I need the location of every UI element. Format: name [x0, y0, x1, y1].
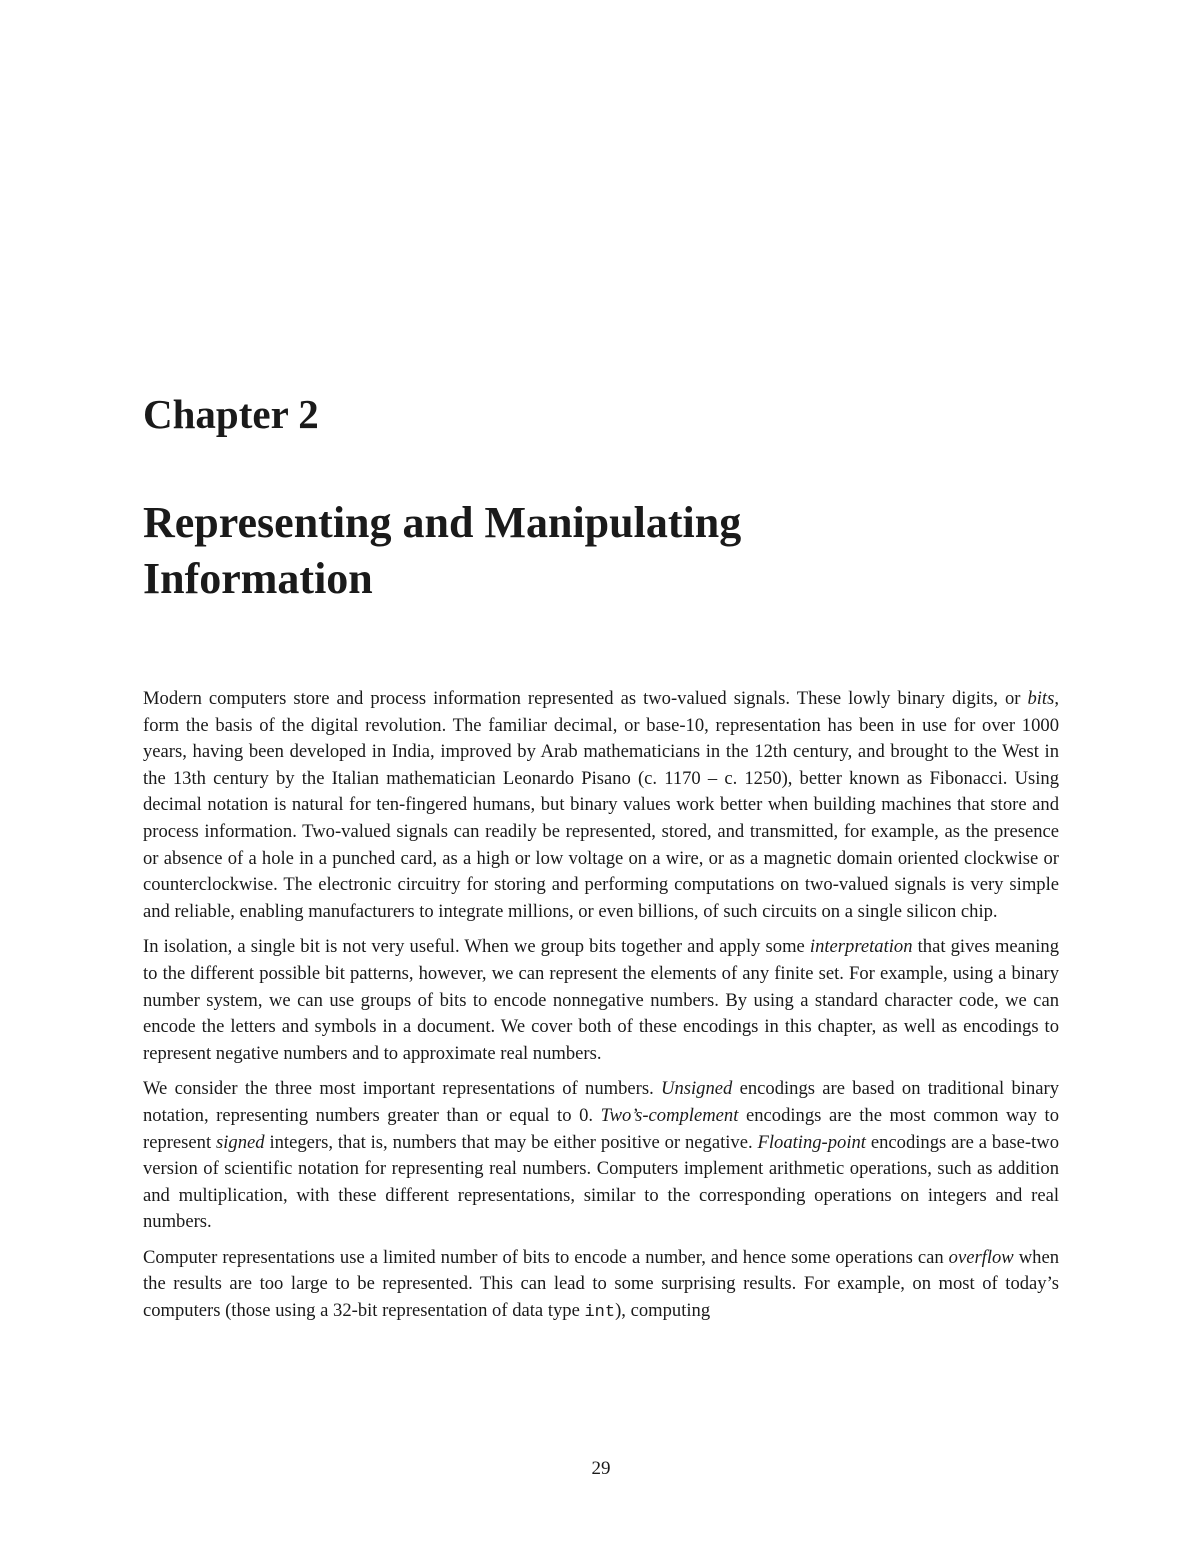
document-page [143, 0, 1059, 1553]
term-interpretation: interpretation [809, 936, 913, 958]
chapter-title-line-1: Representing and Manipulating [143, 498, 742, 547]
term-signed: signed [216, 1131, 265, 1153]
paragraph-2-text-a: In isolation, a single bit is not very useful. When we group bits together and apply some [143, 936, 810, 958]
paragraph-1-text-a: Modern computers store and process information represented as two-valued signals. These lowly binary digits, or [143, 688, 1028, 709]
paragraph-2 [143, 934, 1059, 1067]
paragraph-4-text-a: Computer representations use a limited number of bits to encode a number, and hence some operations can [143, 1246, 949, 1268]
paragraph-2-text-b: that gives meaning to the different possible bit patterns, however, we can represent the elements of any finite set. For example, using a binary number system, we can use groups of bits to encode nonnegative numbers. By using a standard character code, we can encode the letters and symbols in a document. We cover both of these encodings in this chapter, as well as encodings to represent negative numbers and to approximate real numbers. [143, 936, 1059, 1064]
paragraph-4 [143, 1245, 1059, 1327]
paragraph-3 [143, 1076, 1059, 1236]
paragraph-4-text-c: ), computing [615, 1300, 711, 1322]
chapter-title [143, 495, 903, 607]
paragraph-4-text-b: when the results are too large to be represented. This can lead to some surprising results. For example, on most of today’s computers (those using a 32-bit representation of data type [143, 1246, 1059, 1322]
paragraph-1-text-b: , form the basis of the digital revolution. The familiar decimal, or base-10, representation has been in use for over 1000 years, having been developed in India, improved by Arab mathematicians in the 12th century, and brought to the West in the 13th century by the Italian mathematician Leonardo Pisano (c. 1170 – c. 1250), better known as Fibonacci. Using decimal notation is natural for ten-fingered humans, but binary values work better when building machines that store and process information. Two-valued signals can readily be represented, stored, and transmitted, for example, as the presence or absence of a hole in a punched card, as a high or low voltage on a wire, or as a magnetic domain oriented clockwise or counterclockwise. The electronic circuitry for storing and performing computations on two-valued signals is very simple and reliable, enabling manufacturers to integrate millions, or even billions, of such circuits on a single silicon chip. [143, 688, 1059, 922]
paragraph-3-text-d: integers, that is, numbers that may be either positive or negative. [264, 1131, 758, 1153]
paragraph-1 [143, 686, 1059, 925]
code-int: int [584, 1303, 616, 1323]
term-unsigned: Unsigned [661, 1078, 733, 1100]
term-bits: bits [1027, 688, 1055, 709]
term-twos-complement: Two’s-complement [600, 1104, 739, 1126]
paragraph-3-text-b: encodings are based on traditional binary notation, representing numbers greater than or equal to 0. [143, 1078, 1059, 1126]
paragraph-3-text-c: encodings are the most common way to represent [143, 1104, 1060, 1153]
chapter-title-line-2: Information [143, 554, 373, 603]
body-text [143, 686, 1059, 1336]
paragraph-3-text-a: We consider the three most important representations of numbers. [143, 1078, 662, 1100]
term-overflow: overflow [948, 1246, 1014, 1268]
term-floating-point: Floating-point [757, 1131, 866, 1153]
chapter-label: Chapter 2 [143, 391, 319, 437]
page-number: 29 [591, 1458, 611, 1479]
paragraph-3-text-e: encodings are a base-two version of scientific notation for representing real numbers. Computers implement arithmetic operations, such as addition and multiplication, with these different representations, similar to the corresponding operations on integers and real numbers. [143, 1131, 1059, 1233]
